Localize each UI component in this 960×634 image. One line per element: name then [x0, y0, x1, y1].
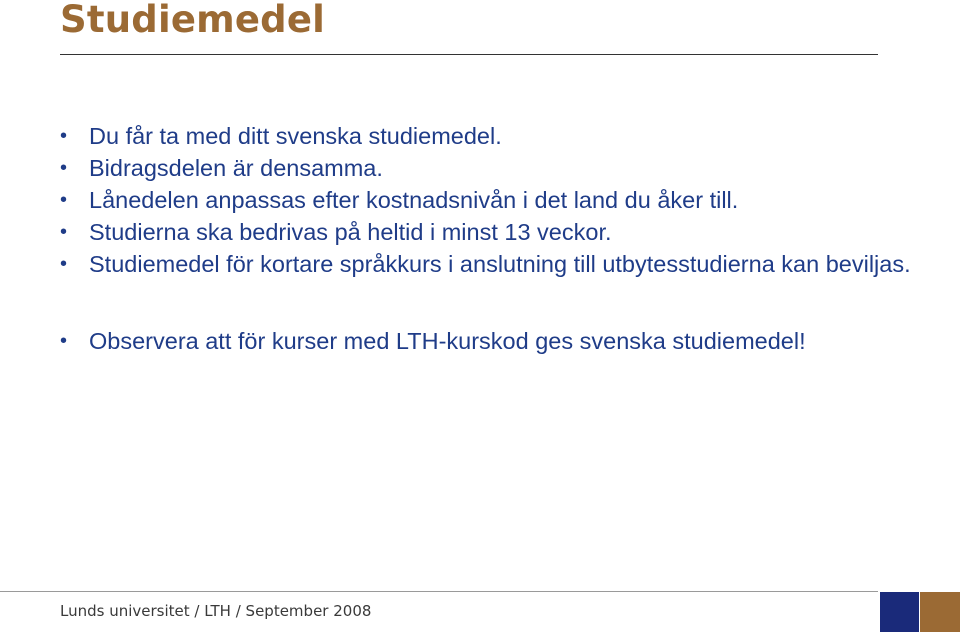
title-divider	[60, 54, 878, 55]
bullet-text: Du får ta med ditt svenska studiemedel.	[89, 123, 502, 149]
bullet-item	[60, 120, 920, 152]
logo-brown-block-icon	[920, 592, 960, 632]
bullet-text: Lånedelen anpassas efter kostnadsnivån i det land du åker till.	[89, 187, 739, 213]
bullet-item	[60, 152, 920, 184]
footer-text: Lunds universitet / LTH / September 2008	[60, 602, 372, 620]
bullet-text: Studiemedel för kortare språkkurs i anslutning till utbytesstudierna kan beviljas.	[89, 251, 911, 277]
bullet-icon: •	[60, 157, 68, 179]
bullet-icon: •	[60, 221, 68, 243]
slide-title: Studiemedel	[60, 0, 326, 41]
bullet-icon: •	[60, 330, 68, 352]
bullet-icon: •	[60, 189, 68, 211]
bullet-icon: •	[60, 253, 68, 275]
footer-divider	[0, 591, 878, 592]
bullet-text: Bidragsdelen är densamma.	[89, 155, 383, 181]
bullet-item	[60, 216, 920, 248]
bullet-text: Studierna ska bedrivas på heltid i minst 13 veckor.	[89, 219, 612, 245]
bullet-text: Observera att för kurser med LTH-kurskod ges svenska studiemedel!	[89, 328, 806, 354]
bullet-list	[60, 120, 920, 357]
bullet-item	[60, 248, 920, 280]
bullet-item	[60, 184, 920, 216]
bullet-item	[60, 325, 920, 357]
logo-blue-block-icon	[880, 592, 919, 632]
bullet-icon: •	[60, 125, 68, 147]
